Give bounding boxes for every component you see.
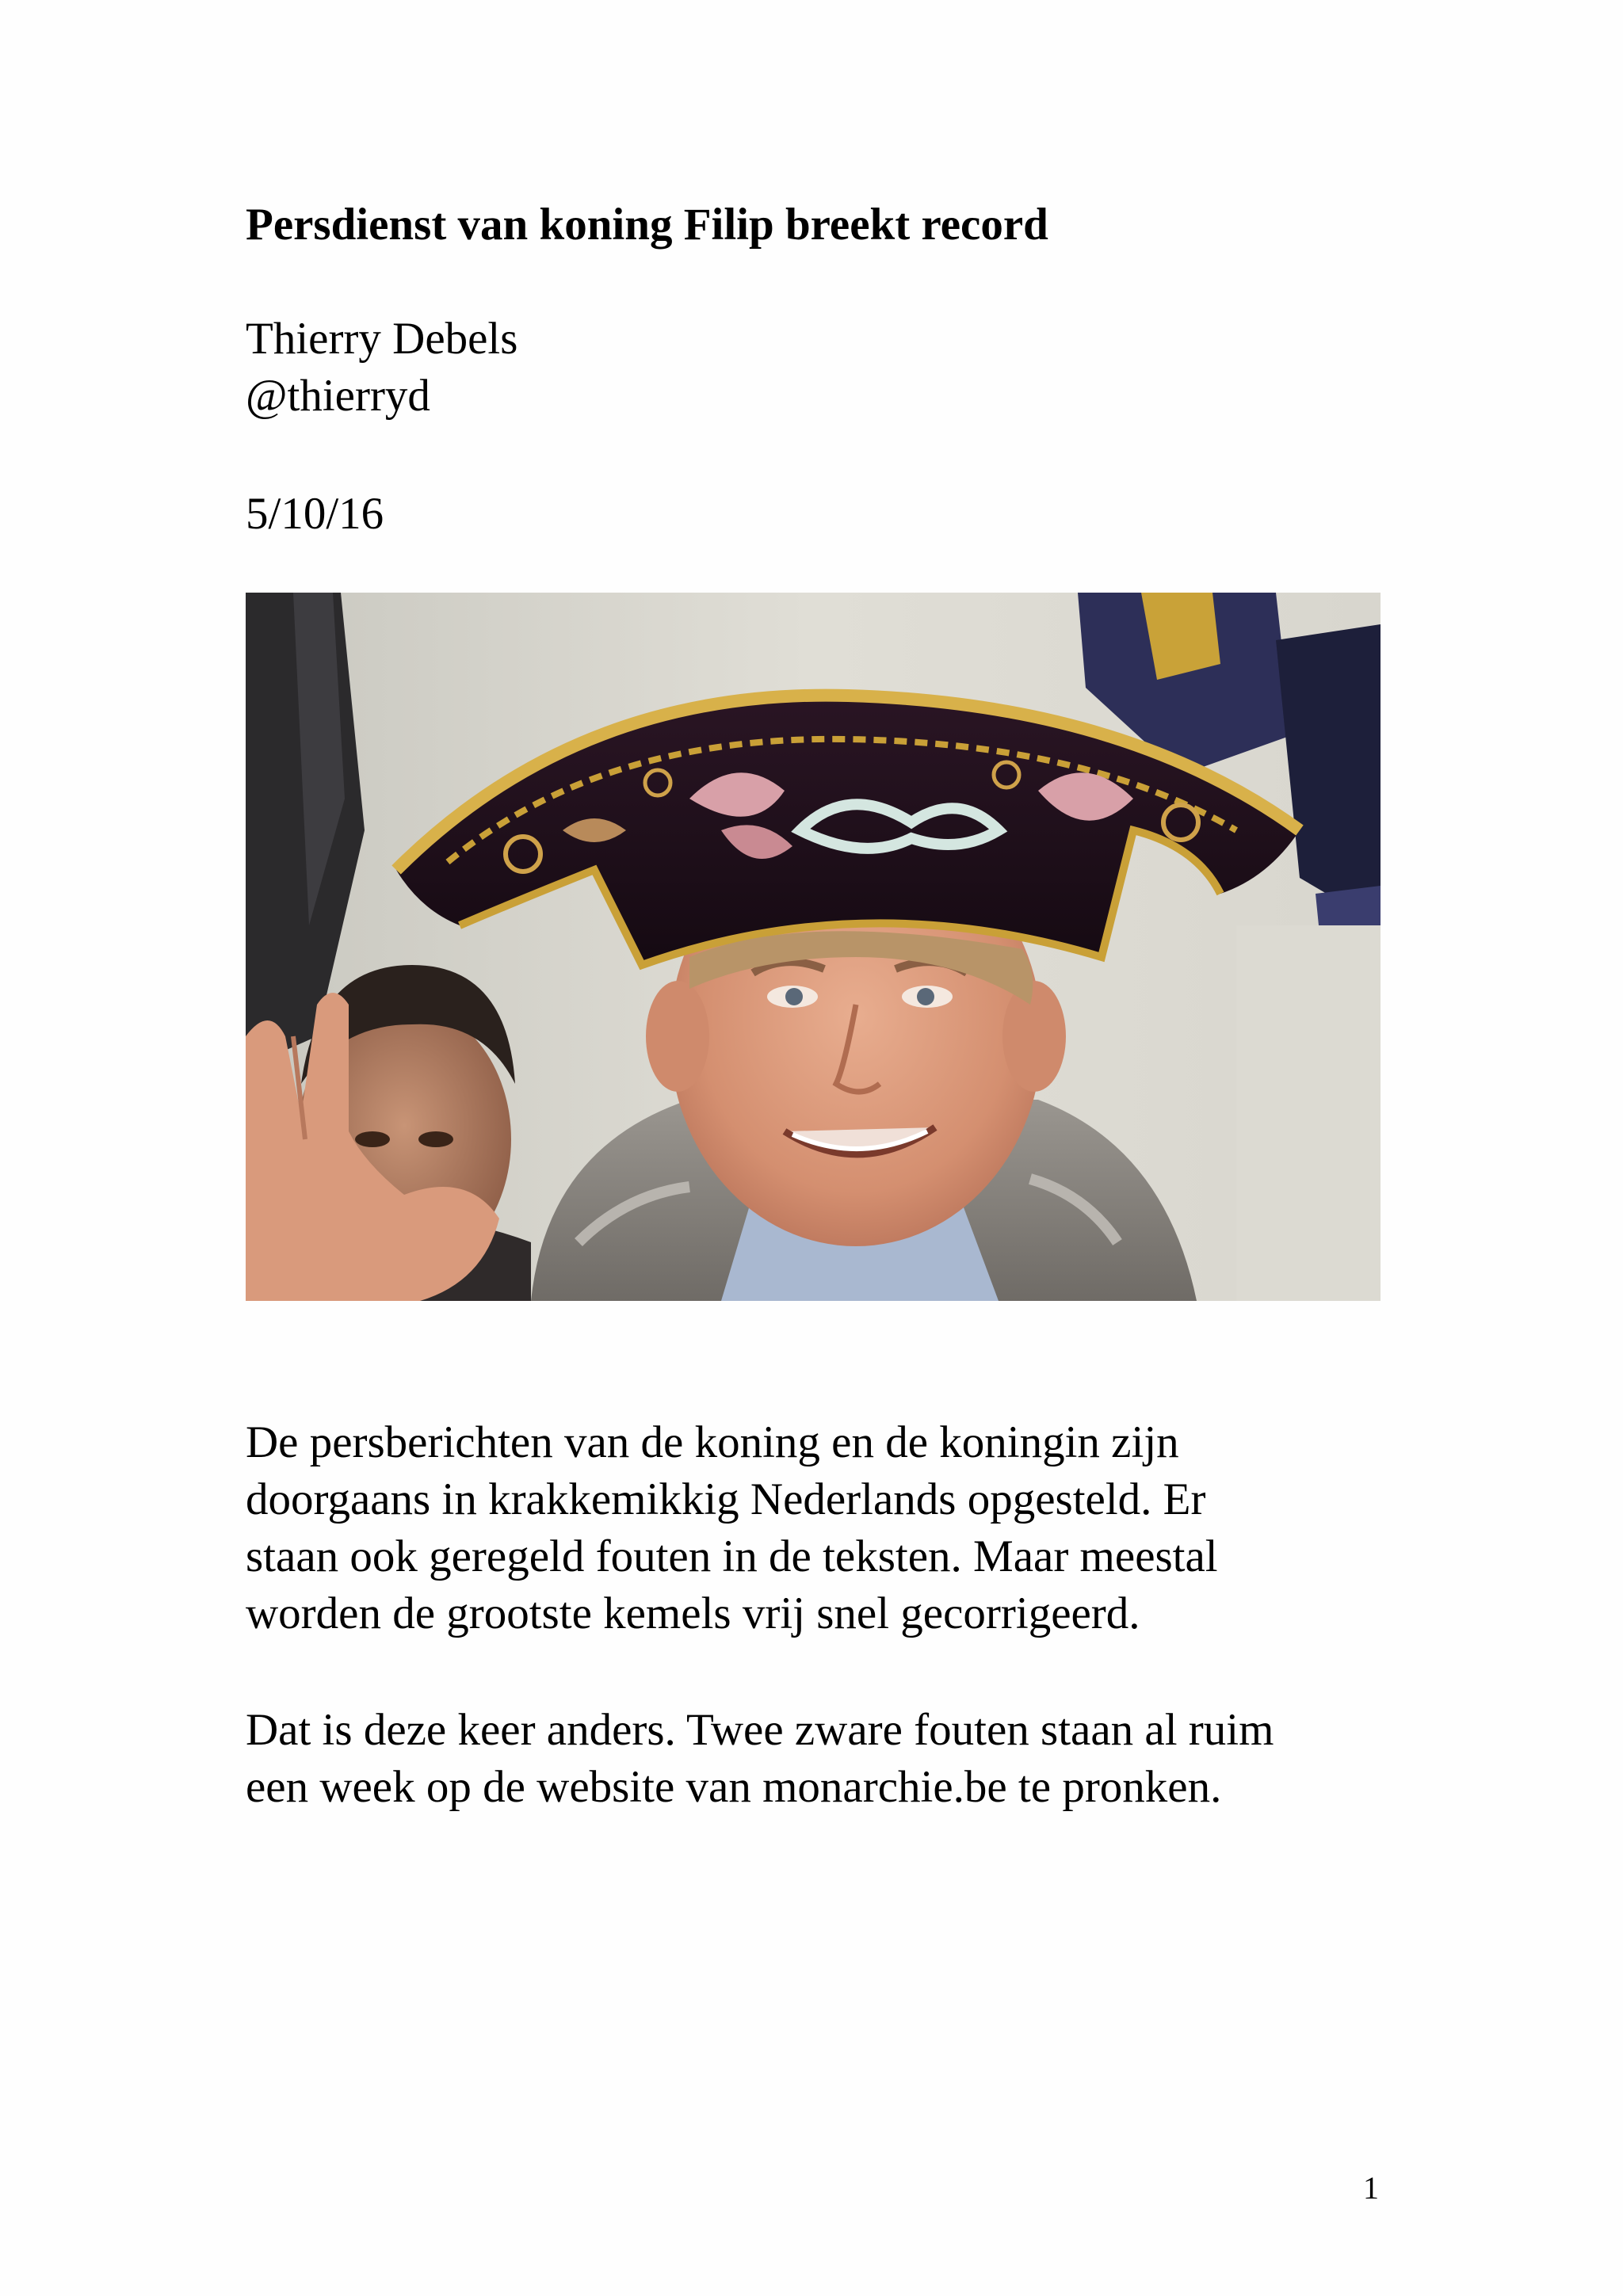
paragraph-line: worden de grootste kemels vrij snel gecorrigeerd. bbox=[246, 1589, 1140, 1638]
page-number: 1 bbox=[1363, 2170, 1379, 2206]
author-name: Thierry Debels bbox=[246, 314, 518, 364]
author-handle: @thierryd bbox=[246, 371, 430, 421]
paragraph-line: De persberichten van de koning en de koningin zijn bbox=[246, 1417, 1179, 1467]
article-photo bbox=[246, 593, 1381, 1301]
publication-date: 5/10/16 bbox=[246, 489, 384, 539]
paragraph-line: staan ook geregeld fouten in de teksten. Maar meestal bbox=[246, 1531, 1218, 1581]
paragraph-2 bbox=[246, 1702, 1434, 1816]
paragraph-line: doorgaans in krakkemikkig Nederlands opgesteld. Er bbox=[246, 1474, 1206, 1524]
paragraph-line: Dat is deze keer anders. Twee zware fouten staan al ruim bbox=[246, 1705, 1274, 1755]
author-block bbox=[246, 311, 517, 425]
article-title: Persdienst van koning Filip breekt record bbox=[246, 200, 1048, 250]
paragraph-line: een week op de website van monarchie.be te pronken. bbox=[246, 1762, 1222, 1812]
paragraph-1 bbox=[246, 1414, 1434, 1642]
